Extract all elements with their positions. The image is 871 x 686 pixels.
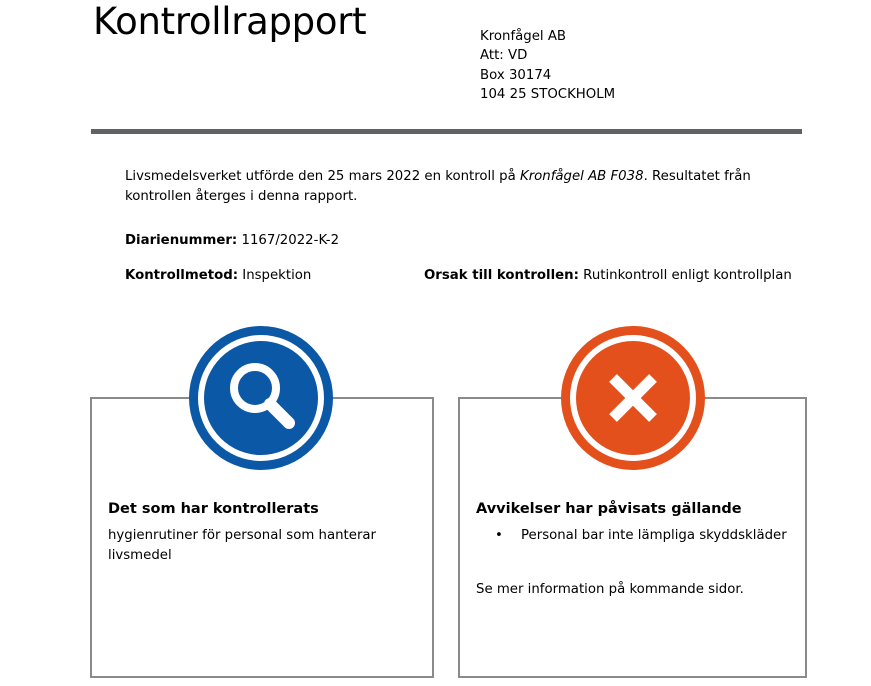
magnifier-icon <box>188 325 334 471</box>
deviation-item-text: Personal bar inte lämpliga skyddskläder <box>521 528 787 543</box>
recipient-company: Kronfågel AB <box>480 29 567 44</box>
control-reason-line <box>424 268 792 283</box>
intro-paragraph <box>125 167 775 206</box>
x-mark-icon <box>560 325 706 471</box>
intro-facility: Kronfågel AB F038 <box>519 169 644 184</box>
diary-number-line <box>125 233 339 248</box>
more-info-text: Se mer information på kommande sidor. <box>476 582 744 597</box>
recipient-city: 104 25 STOCKHOLM <box>480 86 616 102</box>
control-method-line <box>125 268 311 283</box>
controlled-text: hygienrutiner för personal som hanterar livsmedel <box>108 528 377 563</box>
bullet-icon: • <box>495 528 503 543</box>
intro-text-after: . Resultatet från kontrollen återges i denna rapport. <box>125 169 751 204</box>
recipient-attention: Att: VD <box>480 48 528 64</box>
deviations-heading: Avvikelser har påvisats gällande <box>476 501 742 517</box>
header-divider <box>91 129 802 134</box>
control-reason-label: Orsak till kontrollen: <box>424 268 579 283</box>
control-method-value: Inspektion <box>242 268 312 283</box>
recipient-box: Box 30174 <box>480 67 552 83</box>
control-method-label: Kontrollmetod: <box>125 268 239 283</box>
diary-number-label: Diarienummer: <box>125 233 238 248</box>
recipient-address <box>480 27 615 104</box>
intro-text-before: Livsmedelsverket utförde den 25 mars 2022 en kontroll på <box>125 169 520 184</box>
controlled-heading: Det som har kontrollerats <box>108 501 319 517</box>
report-title: Kontrollrapport <box>93 0 367 43</box>
diary-number-value: 1167/2022-K-2 <box>241 233 340 248</box>
control-reason-value: Rutinkontroll enligt kontrollplan <box>583 268 792 283</box>
